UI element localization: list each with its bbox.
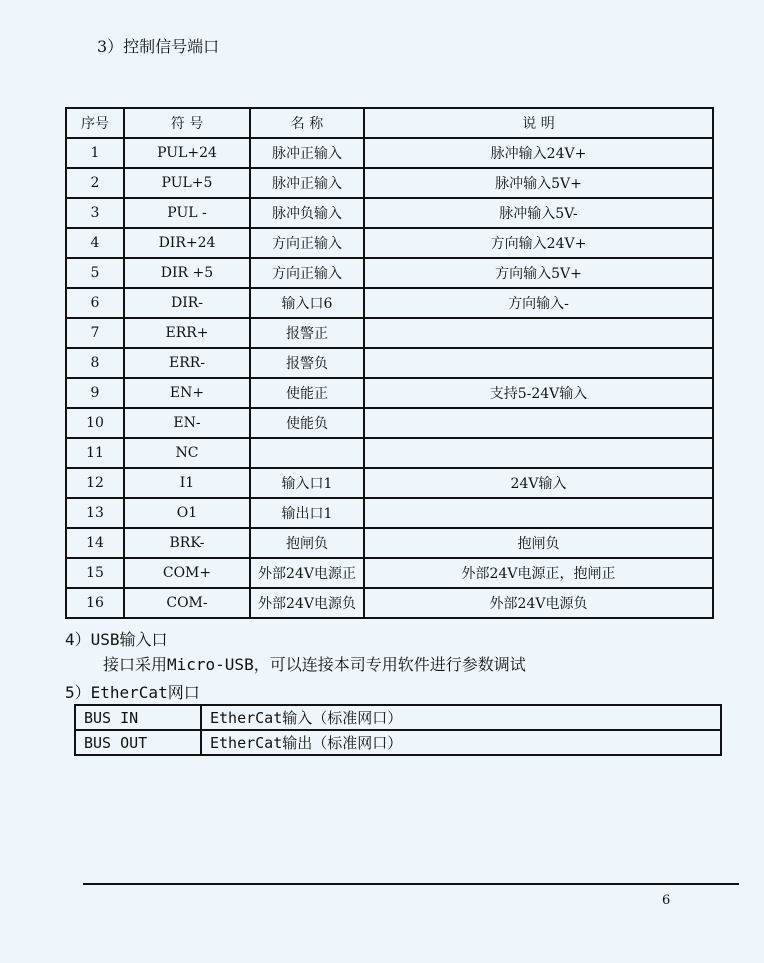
table-row bbox=[75, 705, 721, 730]
cell-name: 输出口1 bbox=[250, 498, 364, 528]
usb-description: 接口采用Micro-USB，可以连接本司专用软件进行参数调试 bbox=[103, 655, 526, 674]
cell-port: BUS OUT bbox=[75, 730, 201, 755]
table-row bbox=[66, 318, 713, 348]
cell-index: 3 bbox=[66, 198, 124, 228]
cell-symbol: PUL+24 bbox=[124, 138, 250, 168]
cell-name: 方向正输入 bbox=[250, 258, 364, 288]
cell-description bbox=[364, 408, 713, 438]
cell-description: 抱闸负 bbox=[364, 528, 713, 558]
cell-index: 1 bbox=[66, 138, 124, 168]
cell-name: 抱闸负 bbox=[250, 528, 364, 558]
cell-name: 脉冲负输入 bbox=[250, 198, 364, 228]
table-row bbox=[66, 288, 713, 318]
header-index: 序号 bbox=[66, 108, 124, 138]
cell-index: 7 bbox=[66, 318, 124, 348]
cell-name: 方向正输入 bbox=[250, 228, 364, 258]
table-row bbox=[66, 258, 713, 288]
cell-name: 外部24V电源正 bbox=[250, 558, 364, 588]
cell-index: 9 bbox=[66, 378, 124, 408]
cell-index: 13 bbox=[66, 498, 124, 528]
cell-port: BUS IN bbox=[75, 705, 201, 730]
cell-symbol: COM+ bbox=[124, 558, 250, 588]
table-row bbox=[66, 138, 713, 168]
cell-name: 外部24V电源负 bbox=[250, 588, 364, 618]
cell-index: 2 bbox=[66, 168, 124, 198]
section-3-title: 3）控制信号端口 bbox=[97, 37, 220, 56]
cell-name: 报警正 bbox=[250, 318, 364, 348]
cell-description: 方向输入- bbox=[364, 288, 713, 318]
cell-name: 使能正 bbox=[250, 378, 364, 408]
table-row bbox=[66, 468, 713, 498]
table-row bbox=[66, 528, 713, 558]
cell-symbol: EN+ bbox=[124, 378, 250, 408]
table-row bbox=[66, 348, 713, 378]
cell-description bbox=[364, 438, 713, 468]
section-4-title: 4）USB输入口 bbox=[65, 630, 168, 649]
table-header-row bbox=[66, 108, 713, 138]
cell-description: 方向输入5V+ bbox=[364, 258, 713, 288]
table-row bbox=[66, 558, 713, 588]
table-row bbox=[66, 198, 713, 228]
header-name: 名 称 bbox=[250, 108, 364, 138]
control-signal-table bbox=[65, 107, 714, 619]
footer-divider bbox=[83, 883, 739, 885]
ethercat-table bbox=[74, 704, 722, 756]
cell-symbol: COM- bbox=[124, 588, 250, 618]
table-row bbox=[66, 438, 713, 468]
cell-symbol: PUL+5 bbox=[124, 168, 250, 198]
cell-description bbox=[364, 348, 713, 378]
cell-symbol: ERR- bbox=[124, 348, 250, 378]
cell-symbol: EN- bbox=[124, 408, 250, 438]
cell-symbol: DIR- bbox=[124, 288, 250, 318]
cell-symbol: DIR+24 bbox=[124, 228, 250, 258]
cell-description: 方向输入24V+ bbox=[364, 228, 713, 258]
cell-description: 外部24V电源负 bbox=[364, 588, 713, 618]
cell-description: 脉冲输入5V+ bbox=[364, 168, 713, 198]
cell-symbol: DIR +5 bbox=[124, 258, 250, 288]
cell-index: 6 bbox=[66, 288, 124, 318]
cell-index: 8 bbox=[66, 348, 124, 378]
cell-symbol: BRK- bbox=[124, 528, 250, 558]
table-row bbox=[75, 730, 721, 755]
cell-index: 4 bbox=[66, 228, 124, 258]
cell-name: 报警负 bbox=[250, 348, 364, 378]
table-row bbox=[66, 228, 713, 258]
cell-description: 外部24V电源正，抱闸正 bbox=[364, 558, 713, 588]
table-row bbox=[66, 378, 713, 408]
cell-symbol: NC bbox=[124, 438, 250, 468]
cell-index: 16 bbox=[66, 588, 124, 618]
cell-port-description: EtherCat输出（标准网口） bbox=[201, 730, 721, 755]
cell-index: 15 bbox=[66, 558, 124, 588]
cell-index: 11 bbox=[66, 438, 124, 468]
cell-symbol: ERR+ bbox=[124, 318, 250, 348]
cell-symbol: PUL - bbox=[124, 198, 250, 228]
cell-description: 支持5-24V输入 bbox=[364, 378, 713, 408]
page-number: 6 bbox=[662, 893, 671, 908]
cell-description: 脉冲输入24V+ bbox=[364, 138, 713, 168]
cell-symbol: O1 bbox=[124, 498, 250, 528]
cell-description bbox=[364, 498, 713, 528]
cell-name: 输入口1 bbox=[250, 468, 364, 498]
table-row bbox=[66, 498, 713, 528]
cell-index: 14 bbox=[66, 528, 124, 558]
header-symbol: 符 号 bbox=[124, 108, 250, 138]
cell-index: 12 bbox=[66, 468, 124, 498]
cell-description: 24V输入 bbox=[364, 468, 713, 498]
cell-index: 5 bbox=[66, 258, 124, 288]
cell-name: 脉冲正输入 bbox=[250, 168, 364, 198]
header-description: 说 明 bbox=[364, 108, 713, 138]
table-row bbox=[66, 588, 713, 618]
cell-name: 脉冲正输入 bbox=[250, 138, 364, 168]
cell-description bbox=[364, 318, 713, 348]
table-row bbox=[66, 168, 713, 198]
cell-name: 使能负 bbox=[250, 408, 364, 438]
table-row bbox=[66, 408, 713, 438]
cell-symbol: I1 bbox=[124, 468, 250, 498]
cell-name bbox=[250, 438, 364, 468]
cell-description: 脉冲输入5V- bbox=[364, 198, 713, 228]
cell-index: 10 bbox=[66, 408, 124, 438]
cell-port-description: EtherCat输入（标准网口） bbox=[201, 705, 721, 730]
cell-name: 输入口6 bbox=[250, 288, 364, 318]
section-5-title: 5）EtherCat网口 bbox=[65, 683, 200, 702]
